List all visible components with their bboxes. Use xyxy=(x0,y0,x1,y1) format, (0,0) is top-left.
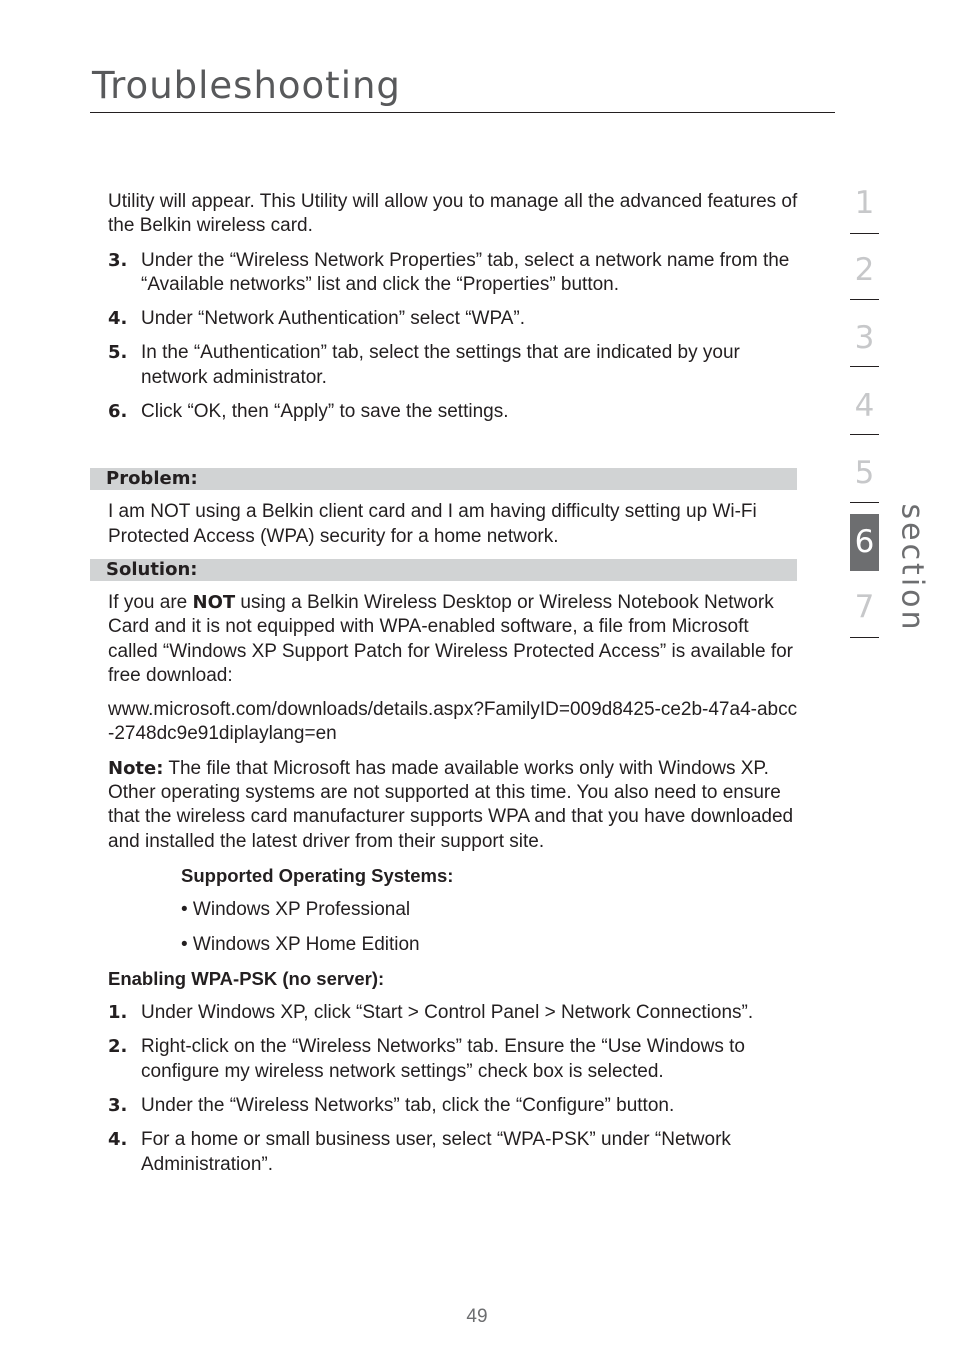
step-a-5 xyxy=(108,341,798,390)
problem-heading-bar: Problem: xyxy=(90,468,797,490)
section-number-1: 1 xyxy=(854,185,875,221)
section-number-7: 7 xyxy=(854,589,875,625)
page-title: Troubleshooting xyxy=(92,64,401,107)
step-number: 3. xyxy=(108,249,128,271)
section-number-2: 2 xyxy=(854,252,875,288)
intro-paragraph: Utility will appear. This Utility will allow you to manage all the advanced features of the Belkin wireless card. xyxy=(108,191,798,237)
step-number: 1. xyxy=(108,1002,128,1024)
step-text: Click “OK, then “Apply” to save the settings. xyxy=(141,401,509,423)
step-number: 3. xyxy=(108,1095,128,1117)
solution-emphasis: NOT xyxy=(192,591,236,613)
section-divider xyxy=(850,434,879,435)
main-content xyxy=(108,190,798,1187)
step-b-2 xyxy=(108,1035,798,1084)
section-label: section xyxy=(894,503,930,633)
step-number: 2. xyxy=(108,1036,128,1058)
step-text: Under the “Wireless Networks” tab, click the “Configure” button. xyxy=(141,1095,675,1117)
enabling-heading: Enabling WPA-PSK (no server): xyxy=(108,967,385,989)
note-label: Note: xyxy=(108,757,164,779)
solution-text-end: using a Belkin Wireless Desktop or Wireless Notebook Network Card and it is not equipped with WPA-enabled software, a file from Microsoft called “Windows XP Support Patch for Wireless Protected Access” is available for free download: xyxy=(108,591,793,686)
section-number-5: 5 xyxy=(854,455,875,491)
step-text: Right-click on the “Wireless Networks” tab. Ensure the “Use Windows to configure my wireless network settings” check box is selected. xyxy=(141,1036,745,1082)
step-b-4 xyxy=(108,1128,798,1177)
step-number: 5. xyxy=(108,342,128,364)
section-divider xyxy=(850,502,879,503)
supported-os-item: • Windows XP Professional xyxy=(181,899,411,921)
section-divider xyxy=(850,366,879,367)
step-number: 6. xyxy=(108,401,128,423)
supported-os-heading: Supported Operating Systems: xyxy=(181,864,454,886)
step-b-3 xyxy=(108,1094,798,1118)
download-url: www.microsoft.com/downloads/details.aspx?FamilyID=009d8425-ce2b-47a4-abcc-2748dc9e91diplaylang=en xyxy=(108,699,798,745)
section-divider xyxy=(850,299,879,300)
step-text: In the “Authentication” tab, select the settings that are indicated by your network administrator. xyxy=(141,342,740,388)
problem-text: I am NOT using a Belkin client card and I am having difficulty setting up Wi-Fi Protected Access (WPA) security for a home network. xyxy=(108,501,757,547)
supported-os-item: • Windows XP Home Edition xyxy=(181,933,420,955)
step-text: Under the “Wireless Network Properties” tab, select a network name from the “Available networks” list and click the “Properties” button. xyxy=(141,249,790,295)
step-a-3 xyxy=(108,249,798,298)
section-number-4: 4 xyxy=(854,388,875,424)
page-number: 49 xyxy=(466,1306,488,1327)
step-number: 4. xyxy=(108,1129,128,1151)
step-b-1 xyxy=(108,1001,798,1025)
solution-paragraph xyxy=(108,591,798,688)
section-number-3: 3 xyxy=(854,320,875,356)
step-text: Under Windows XP, click “Start > Control Panel > Network Connections”. xyxy=(141,1002,754,1024)
section-divider xyxy=(850,637,879,638)
step-text: Under “Network Authentication” select “WPA”. xyxy=(141,308,526,330)
step-number: 4. xyxy=(108,308,128,330)
note-paragraph xyxy=(108,757,798,854)
solution-heading-bar: Solution: xyxy=(90,559,797,581)
title-rule xyxy=(90,112,835,113)
section-number-6-active: 6 xyxy=(850,514,879,571)
step-a-4 xyxy=(108,307,798,331)
section-divider xyxy=(850,233,879,234)
solution-text-start: If you are xyxy=(108,591,193,613)
note-text: The file that Microsoft has made available works only with Windows XP. Other operating systems are not supported at this time. You also need to ensure that the wireless card manufacturer supports WPA and that you have downloaded and installed the latest driver from their support site. xyxy=(108,757,794,852)
step-text: For a home or small business user, select “WPA-PSK” under “Network Administration”. xyxy=(141,1129,731,1175)
step-a-6 xyxy=(108,400,798,424)
